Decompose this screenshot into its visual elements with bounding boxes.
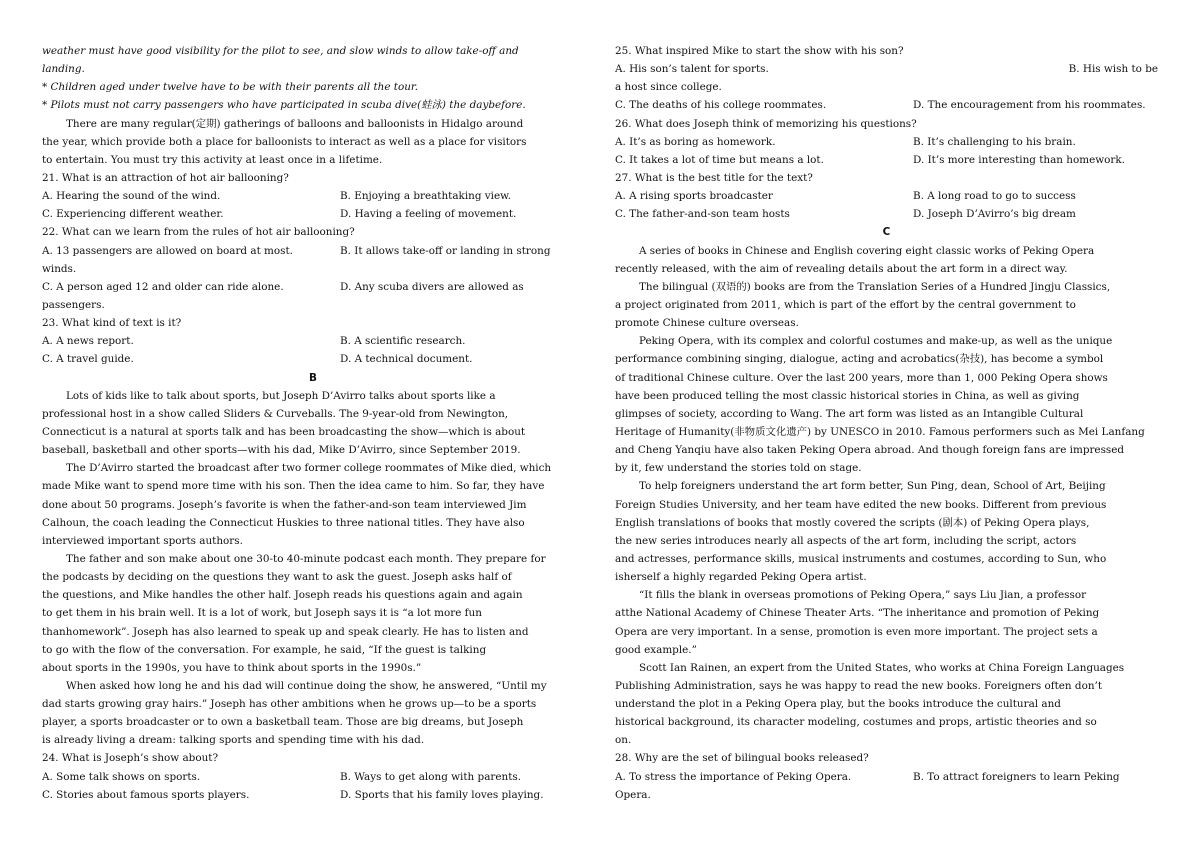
answer-options-row — [42, 187, 584, 205]
text-line: the podcasts by deciding on the questions they want to ask the guest. Joseph asks half of — [42, 571, 512, 584]
answer-options-row — [615, 96, 1158, 114]
answer-option: B. Ways to get along with parents. — [340, 770, 522, 783]
text-line: recently released, with the aim of revealing details about the art form in a direct way. — [615, 262, 1068, 275]
text-line: Connecticut is a natural at sports talk and has been broadcasting the show—which is about — [42, 425, 526, 438]
text-line: atthe National Academy of Chinese Theater Arts. “The inheritance and promotion of Peking — [615, 607, 1100, 620]
answer-options-row — [615, 151, 1158, 169]
answer-options-row — [615, 60, 1158, 78]
question-stem: 24. What is Joseph’s show about? — [42, 752, 219, 765]
section-heading: B — [309, 371, 317, 384]
answer-options-row — [42, 786, 584, 804]
question-stem: 28. Why are the set of bilingual books released? — [615, 752, 869, 765]
answer-option: A. A rising sports broadcaster — [615, 190, 773, 203]
text-line: player, a sports broadcaster or to own a basketball team. Those are big dreams, but Joseph — [42, 716, 524, 729]
question-stem: 27. What is the best title for the text? — [615, 171, 813, 184]
answer-option: D. Having a feeling of movement. — [340, 208, 517, 221]
text-line: When asked how long he and his dad will continue doing the show, he answered, “Until my — [66, 679, 547, 692]
answer-option: A. Some talk shows on sports. — [42, 770, 201, 783]
answer-options-row — [615, 187, 1158, 205]
answer-option: C. It takes a lot of time but means a lot. — [615, 153, 824, 166]
text-line: of traditional Chinese culture. Over the last 200 years, more than 1, 000 Peking Opera shows — [615, 371, 1108, 384]
question-stem: 21. What is an attraction of hot air ballooning? — [42, 171, 289, 184]
text-line: There are many regular(定期) gatherings of balloons and balloonists in Hidalgo around — [66, 117, 524, 130]
answer-options-row — [42, 205, 584, 223]
text-line: isherself a highly regarded Peking Opera artist. — [615, 571, 867, 584]
text-line: The D’Avirro started the broadcast after two former college roommates of Mike died, which — [66, 462, 552, 475]
text-line: weather must have good visibility for the pilot to see, and slow winds to allow take-off and — [42, 45, 519, 57]
question-stem: 22. What can we learn from the rules of hot air ballooning? — [42, 226, 355, 239]
answer-option: A. Hearing the sound of the wind. — [42, 190, 221, 203]
text-line: about sports in the 1990s, you have to think about sports in the 1990s.” — [42, 661, 422, 674]
answer-options-row — [42, 242, 584, 260]
answer-option: D. It’s more interesting than homework. — [913, 153, 1125, 166]
text-line: * Children aged under twelve have to be with their parents all the tour. — [42, 81, 419, 94]
text-line: Opera. — [615, 788, 651, 801]
text-line: English translations of books that mostly covered the scripts (剧本) of Peking Opera plays, — [615, 516, 1090, 529]
question-stem: 25. What inspired Mike to start the show with his son? — [615, 45, 904, 57]
text-line: The bilingual (双语的) books are from the Translation Series of a Hundred Jingju Classics, — [639, 280, 1111, 293]
text-line: Publishing Administration, says he was happy to read the new books. Foreigners often don’t — [615, 679, 1102, 692]
answer-option: A. To stress the importance of Peking Opera. — [615, 770, 852, 783]
text-line: Foreign Studies University, and her team have edited the new books. Different from previous — [615, 498, 1107, 511]
text-line: and Cheng Yanqiu have also taken Peking Opera abroad. And though foreign fans are impressed — [615, 444, 1125, 457]
text-line: Lots of kids like to talk about sports, but Joseph D’Avirro talks about sports like a — [66, 389, 496, 402]
answer-option: C. A person aged 12 and older can ride alone. — [42, 280, 284, 293]
answer-options-row — [42, 768, 584, 786]
answer-option: B. It allows take-off or landing in strong — [340, 244, 551, 257]
text-line: landing. — [42, 63, 85, 76]
text-line: A series of books in Chinese and English covering eight classic works of Peking Opera — [639, 244, 1095, 257]
text-line: performance combining singing, dialogue, acting and acrobatics(杂技), has become a symbol — [615, 353, 1104, 366]
answer-option: C. The deaths of his college roommates. — [615, 99, 827, 112]
answer-options-row — [615, 768, 1158, 786]
text-line: Scott Ian Rainen, an expert from the United States, who works at China Foreign Languages — [639, 661, 1125, 674]
text-line: promote Chinese culture overseas. — [615, 317, 799, 330]
text-line: To help foreigners understand the art form better, Sun Ping, dean, School of Art, Beijing — [639, 480, 1106, 493]
answer-option: D. Joseph D’Avirro’s big dream — [913, 208, 1076, 221]
answer-option: A. 13 passengers are allowed on board at most. — [42, 244, 293, 257]
answer-option: C. A travel guide. — [42, 353, 134, 366]
text-line: historical background, its character modeling, costumes and props, artistic theories and so — [615, 716, 1097, 729]
section-heading: C — [882, 226, 891, 239]
answer-option: B. His wish to be — [1068, 63, 1158, 76]
text-line: made Mike want to spend more time with his son. Then the idea came to him. So far, they have — [42, 480, 545, 493]
text-line: a host since college. — [615, 81, 722, 94]
answer-option: A. A news report. — [42, 335, 134, 348]
answer-options-row — [42, 332, 584, 350]
answer-option: C. Experiencing different weather. — [42, 208, 224, 221]
text-line: Calhoun, the coach leading the Connecticut Huskies to three national titles. They have also — [42, 516, 525, 529]
answer-option: B. A scientific research. — [340, 335, 466, 348]
text-line: Opera are very important. In a sense, promotion is even more important. The project sets a — [615, 625, 1098, 638]
left-column — [42, 42, 584, 804]
text-line: dad starts growing gray hairs.” Joseph has other ambitions when he grows up—to be a sports — [42, 698, 537, 711]
text-line: done about 50 programs. Joseph’s favorite is when the father-and-son team interviewed Jim — [42, 498, 527, 511]
text-line: to entertain. You must try this activity at least once in a lifetime. — [42, 153, 383, 166]
text-line: professional host in a show called Sliders & Curveballs. The 9-year-old from Newington, — [42, 407, 509, 420]
question-stem: 23. What kind of text is it? — [42, 317, 182, 330]
text-line: the year, which provide both a place for balloonists to interact as well as a place for visitors — [42, 135, 527, 148]
text-line: Heritage of Humanity(非物质文化遗产) by UNESCO in 2010. Famous performers such as Mei Lanfang — [615, 425, 1145, 438]
answer-option: A. His son’s talent for sports. — [615, 63, 769, 76]
answer-option: B. To attract foreigners to learn Peking — [913, 770, 1120, 783]
text-line: have been produced telling the most classic historical stories in China, as well as giving — [615, 389, 1080, 402]
text-line: good example.” — [615, 643, 697, 656]
text-line: “It fills the blank in overseas promotions of Peking Opera,” says Liu Jian, a professor — [639, 589, 1087, 602]
text-line: on. — [615, 734, 632, 747]
text-line: to get them in his brain well. It is a lot of work, but Joseph says it is “a lot more fun — [42, 607, 482, 620]
answer-option: A. It’s as boring as homework. — [615, 135, 776, 148]
text-line: Peking Opera, with its complex and colorful costumes and make-up, as well as the unique — [639, 335, 1113, 348]
text-line: winds. — [42, 262, 77, 275]
text-line: a project originated from 2011, which is part of the effort by the central government to — [615, 298, 1076, 311]
answer-option: D. The encouragement from his roommates. — [913, 99, 1146, 112]
text-line: by it, few understand the stories told on stage. — [615, 462, 862, 475]
answer-options-row — [615, 133, 1158, 151]
text-line: interviewed important sports authors. — [42, 534, 243, 547]
answer-options-row — [615, 205, 1158, 223]
answer-options-row — [42, 350, 584, 368]
answer-option: C. Stories about famous sports players. — [42, 788, 250, 801]
text-line: glimpses of society, according to Wang. The art form was listed as an Intangible Cultural — [615, 407, 1084, 420]
right-column — [615, 42, 1158, 804]
answer-option: B. A long road to go to success — [913, 190, 1076, 203]
answer-option: D. A technical document. — [340, 353, 473, 366]
text-line: baseball, basketball and other sports—with his dad, Mike D’Avirro, since September 2019. — [42, 444, 521, 457]
text-line: is already living a dream: talking sports and spending time with his dad. — [42, 734, 425, 747]
text-line: passengers. — [42, 298, 105, 311]
text-line: understand the plot in a Peking Opera play, but the books introduce the cultural and — [615, 698, 1061, 711]
answer-option: B. Enjoying a breathtaking view. — [340, 190, 512, 203]
question-stem: 26. What does Joseph think of memorizing his questions? — [615, 117, 917, 130]
answer-option: D. Any scuba divers are allowed as — [340, 280, 524, 293]
answer-option: B. It’s challenging to his brain. — [913, 135, 1076, 148]
text-line: thanhomework”. Joseph has also learned to speak up and speak clearly. He has to listen and — [42, 625, 529, 638]
text-line: The father and son make about one 30-to 40-minute podcast each month. They prepare for — [66, 552, 546, 565]
text-line: and actresses, performance skills, musical instruments and costumes, according to Sun, who — [615, 552, 1107, 565]
text-line: the new series introduces nearly all aspects of the art form, including the script, actors — [615, 534, 1077, 547]
answer-options-row — [42, 278, 584, 296]
answer-option: D. Sports that his family loves playing. — [340, 788, 544, 801]
answer-option: C. The father-and-son team hosts — [615, 208, 790, 221]
text-line: * Pilots must not carry passengers who have participated in scuba dive(蛙泳) the daybefore. — [42, 99, 526, 112]
text-line: the questions, and Mike handles the other half. Joseph reads his questions again and again — [42, 589, 523, 602]
text-line: to go with the flow of the conversation. For example, he said, “If the guest is talking — [42, 643, 487, 656]
